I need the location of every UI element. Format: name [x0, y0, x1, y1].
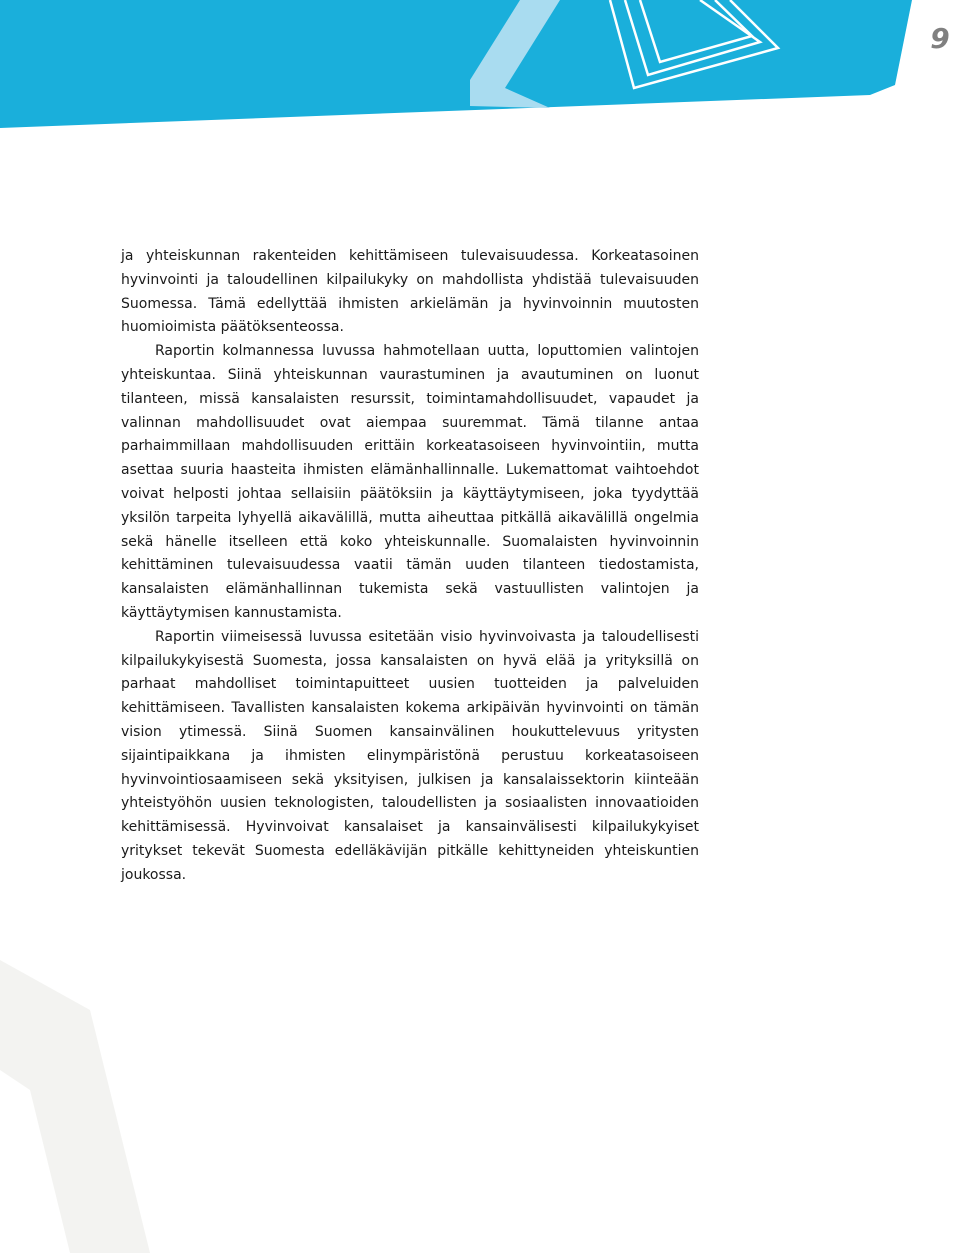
body-text [121, 245, 699, 888]
header-band [0, 0, 960, 140]
page-number: 9 [930, 22, 950, 55]
corner-decoration-shape [0, 960, 150, 1253]
paragraph-3: Raportin viimeisessä luvussa esitetään visio hyvinvoivasta ja taloudellisesti kilpailukykyisestä Suomesta, jossa kansalaisten on hyvä elää ja yrityksillä on parhaat mahdolliset toimintapuitteet uusien tuotteiden ja palveluiden kehittämiseen. Tavallisten kansalaisten kokema arkipäivän hyvinvointi on tämän vision ytimessä. Siinä Suomen kansainvälinen houkuttelevuus yritysten sijaintipaikkana ja ihmisten elinympäristönä perustuu korkeatasoiseen hyvinvointiosaamiseen sekä yksityisen, julkisen ja kansalaissektorin kiinteään yhteistyöhön uusien teknologisten, taloudellisten ja sosiaalisten innovaatioiden kehittämisessä. Hyvinvoivat kansalaiset ja kansainvälisesti kilpailukykyiset yritykset tekevät Suomesta edelläkävijän pitkälle kehittyneiden yhteiskuntien joukossa. [121, 628, 699, 883]
paragraph-2: Raportin kolmannessa luvussa hahmotellaan uutta, loputtomien valintojen yhteiskuntaa. Siinä yhteiskunnan vaurastuminen ja avautuminen on luonut tilanteen, missä kansalaisten resurssit, toimintamahdollisuudet, vapaudet ja valinnan mahdollisuudet ovat aiempaa suuremmat. Tämä tilanne antaa parhaimmillaan mahdollisuuden erittäin korkeatasoiseen hyvinvointiin, mutta asettaa suuria haasteita ihmisten elämänhallinnalle. Lukemattomat vaihtoehdot voivat helposti johtaa sellaisiin päätöksiin ja käyttäytymiseen, joka tyydyttää yksilön tarpeita lyhyellä aikavälillä, mutta aiheuttaa pitkällä aikavälillä ongelmia sekä hänelle itselleen että koko yhteiskunnalle. Suomalaisten hyvinvoinnin kehittäminen tulevaisuudessa vaatii tämän uuden tilanteen tiedostamista, kansalaisten elämänhallinnan tukemista sekä vastuullisten valintojen ja käyttäytymisen kannustamista. [121, 343, 699, 621]
header-band-shape [0, 0, 912, 128]
corner-decoration [0, 950, 200, 1253]
paragraph-1: ja yhteiskunnan rakenteiden kehittämiseen tulevaisuudessa. Korkeatasoinen hyvinvointi ja taloudellinen kilpailukyky on mahdollista yhdistää tulevaisuuden Suomessa. Tämä edellyttää ihmisten arkielämän ja hyvinvoinnin muutosten huomioimista päätöksenteossa. [121, 248, 699, 336]
